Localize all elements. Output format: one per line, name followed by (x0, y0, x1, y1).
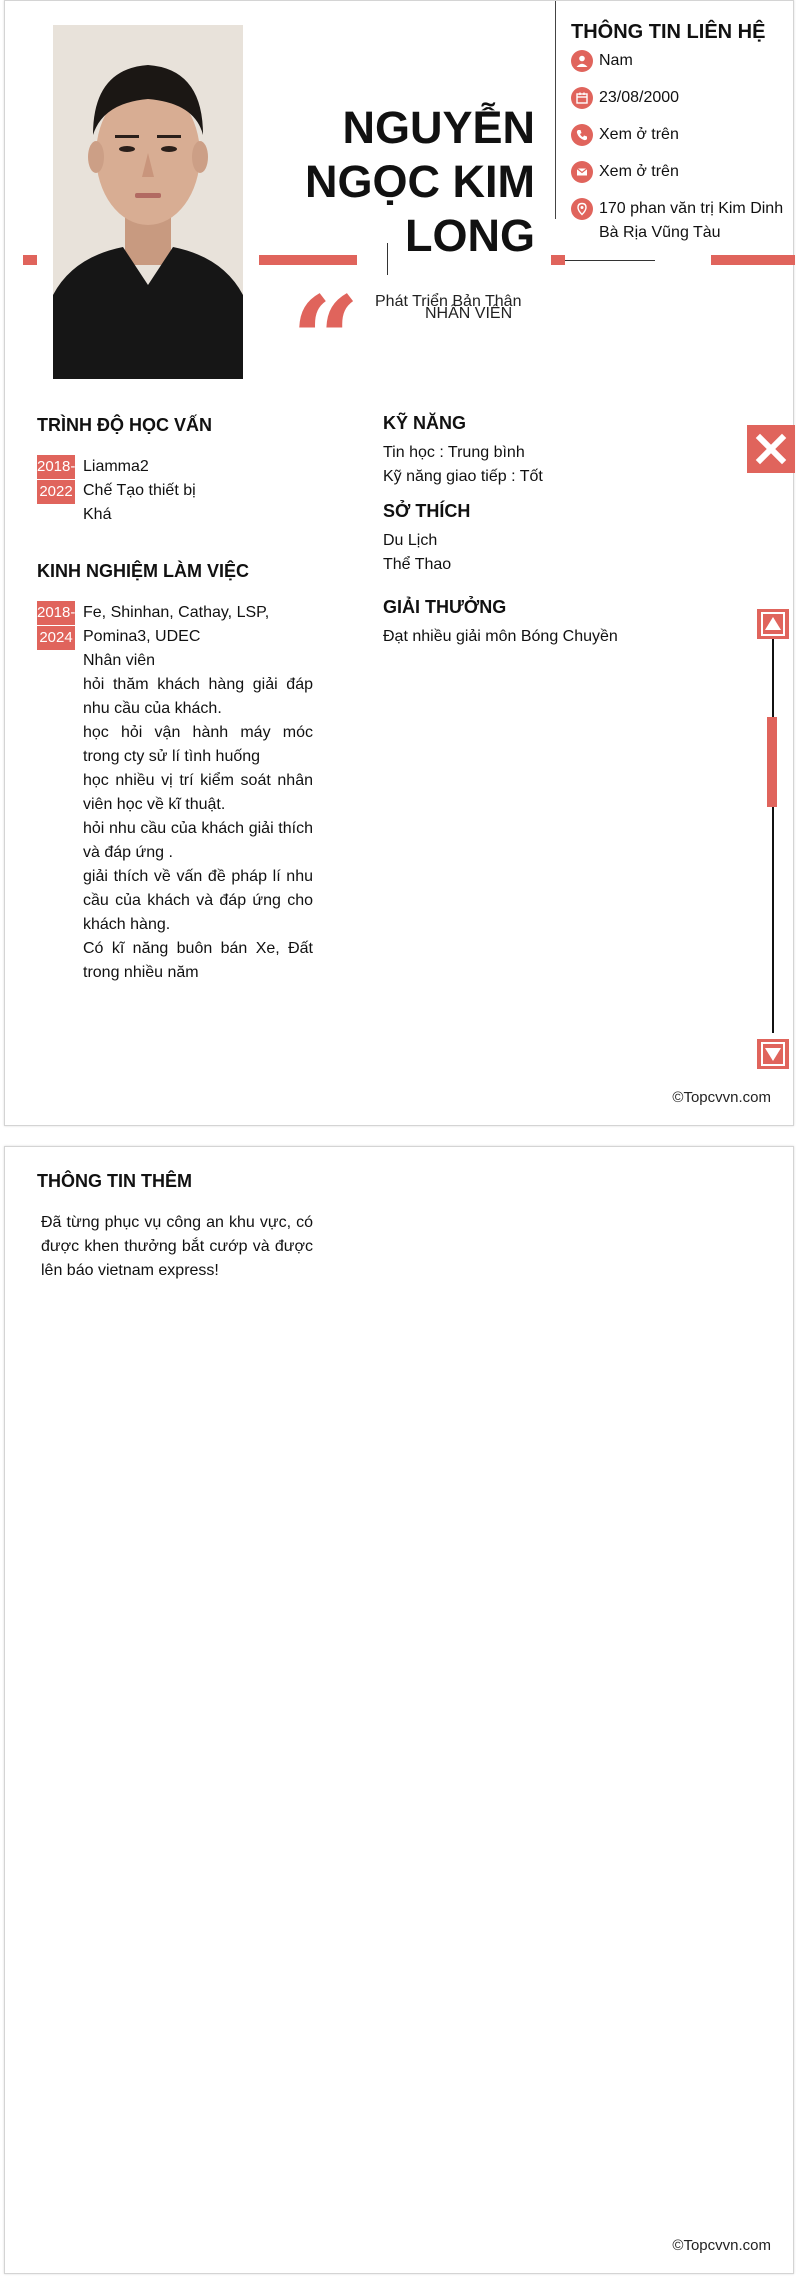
education-details (83, 455, 313, 527)
contact-birthday (571, 86, 679, 110)
experience-details (83, 601, 313, 985)
education-title: TRÌNH ĐỘ HỌC VẤN (37, 415, 212, 435)
experience-title: KINH NGHIỆM LÀM VIỆC (37, 561, 250, 581)
accent-bar-dot (551, 255, 565, 265)
career-objective: Phát Triển Bản Thân (375, 293, 522, 310)
footer-brand: ©Topcvvn.com (672, 1089, 771, 1106)
title-divider (387, 243, 388, 275)
education-years (37, 455, 75, 504)
experience-company-line-2: Pomina3, UDEC (83, 628, 201, 645)
experience-duty: Có kĩ năng buôn bán Xe, Đất trong nhiều năm (83, 940, 313, 981)
hobby-item: Du Lịch (383, 532, 438, 549)
close-icon (754, 432, 788, 466)
job-position: NHÂN VIÊN (425, 305, 513, 322)
contact-phone (571, 123, 679, 147)
arrow-up-icon (759, 610, 787, 638)
skill-item: Kỹ năng giao tiếp : Tốt (383, 468, 543, 485)
profile-photo (53, 25, 243, 379)
full-name (235, 101, 535, 263)
awards-title: GIẢI THƯỞNG (383, 597, 507, 617)
hobbies-list (383, 529, 713, 577)
user-icon (571, 50, 593, 72)
experience-duty: hỏi nhu cầu của khách giải thích và đáp ứng . (83, 820, 313, 861)
cv-page-2 (4, 1146, 794, 2274)
hobby-item: Thể Thao (383, 556, 452, 573)
location-pin-icon (571, 198, 593, 220)
education-start-year: 2018- (37, 455, 75, 479)
scroll-up-button[interactable] (757, 609, 789, 639)
award-item: Đạt nhiều giải môn Bóng Chuyền (383, 628, 618, 645)
contact-phone-value: Xem ở trên (599, 126, 679, 143)
mail-icon (571, 161, 593, 183)
thin-rule (565, 260, 655, 261)
quote-icon: “ (291, 270, 361, 411)
experience-duty: học nhiều vị trí kiểm soát nhân viên học về kĩ thuật. (83, 772, 313, 813)
footer-brand-page-2: ©Topcvvn.com (672, 2237, 771, 2254)
skill-item: Tin học : Trung bình (383, 444, 525, 461)
hobbies-title: SỞ THÍCH (383, 501, 471, 521)
address-line-1: 170 phan văn trị Kim Dinh (599, 200, 784, 217)
skills-title: KỸ NĂNG (383, 413, 467, 433)
accent-bar-mid (259, 255, 357, 265)
education-grade: Khá (83, 506, 112, 523)
cv-page-1 (4, 0, 794, 1126)
education-end-year: 2022 (37, 479, 75, 504)
arrow-down-icon (759, 1040, 787, 1068)
name-line-2: NGỌC KIM (305, 156, 535, 207)
contact-email-value: Xem ở trên (599, 163, 679, 180)
phone-icon (571, 124, 593, 146)
contact-birthday-value: 23/08/2000 (599, 89, 680, 106)
name-line-1: NGUYỄN (342, 102, 535, 153)
experience-role: Nhân viên (83, 652, 156, 669)
scrollbar-thumb[interactable] (767, 717, 777, 807)
experience-end-year: 2024 (37, 625, 75, 650)
contact-address (571, 197, 783, 245)
contact-divider (555, 1, 556, 219)
contact-email (571, 160, 679, 184)
calendar-icon (571, 87, 593, 109)
accent-bar-left (23, 255, 37, 265)
experience-company-line-1: Fe, Shinhan, Cathay, LSP, (83, 604, 270, 621)
accent-bar-right (711, 255, 795, 265)
contact-title: THÔNG TIN LIÊN HỆ (571, 21, 766, 43)
close-button[interactable] (747, 425, 795, 473)
additional-info-title: THÔNG TIN THÊM (37, 1171, 192, 1191)
scrollbar-track[interactable] (772, 637, 774, 1033)
education-major: Chế Tạo thiết bị (83, 482, 196, 499)
education-school: Liamma2 (83, 458, 149, 475)
contact-gender-value: Nam (599, 52, 633, 69)
additional-info-text: Đã từng phục vụ công an khu vực, có được khen thưởng bắt cướp và được lên báo vietnam express! (41, 1214, 313, 1279)
experience-duty: giải thích về vấn đề pháp lí nhu cầu của khách và đáp ứng cho khách hàng. (83, 868, 313, 933)
experience-duty: học hỏi vận hành máy móc trong cty sử lí tình huống (83, 724, 313, 765)
experience-duty: hỏi thăm khách hàng giải đáp nhu cầu của khách. (83, 676, 313, 717)
awards-list (383, 625, 713, 649)
contact-address-value (599, 197, 783, 245)
experience-start-year: 2018- (37, 601, 75, 625)
skills-list (383, 441, 713, 489)
scroll-down-button[interactable] (757, 1039, 789, 1069)
name-line-3: LONG (405, 210, 535, 261)
contact-gender (571, 49, 633, 73)
experience-years (37, 601, 75, 650)
address-line-2: Bà Rịa Vũng Tàu (599, 224, 721, 241)
